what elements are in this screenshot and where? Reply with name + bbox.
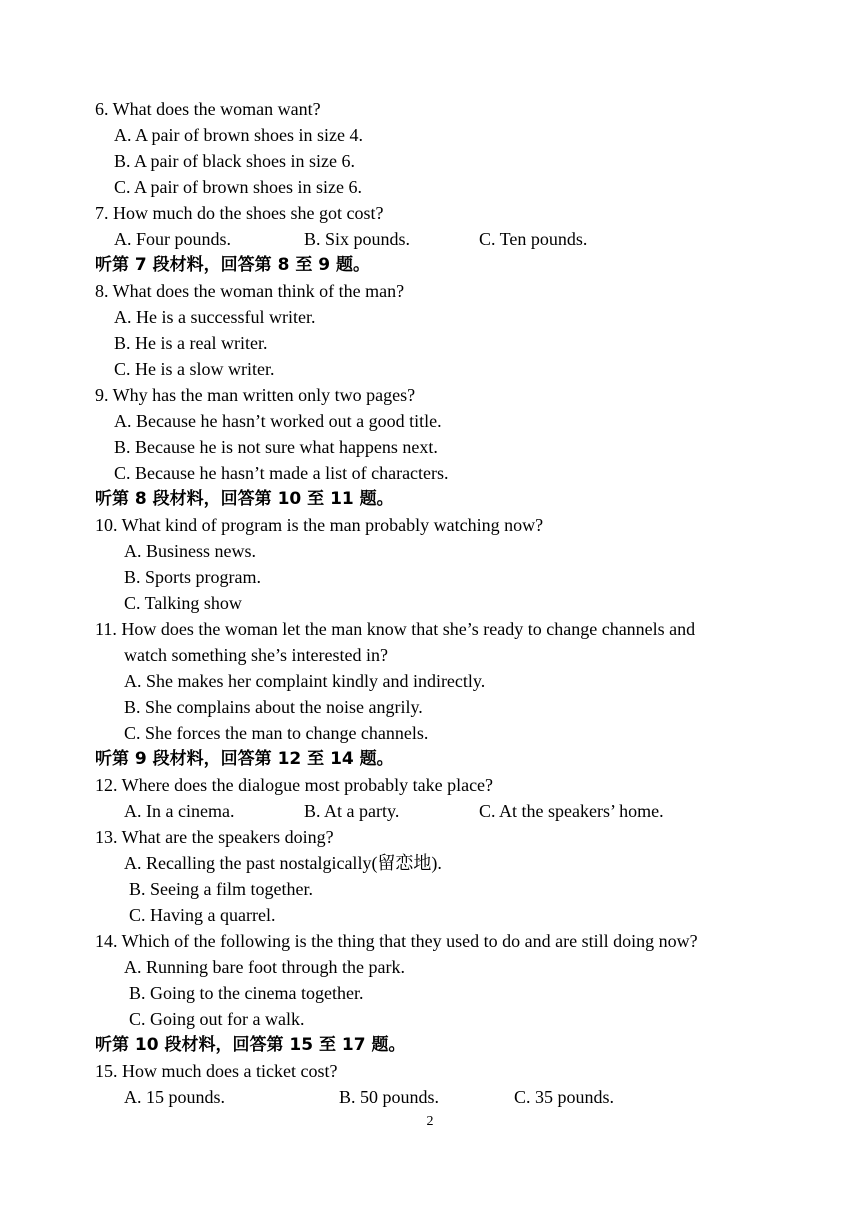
option-14c: C. Going out for a walk. xyxy=(129,1009,305,1029)
question-list xyxy=(95,96,795,1110)
option-12b: B. At a party. xyxy=(304,801,400,821)
question-7: 7. How much do the shoes she got cost? xyxy=(95,203,384,223)
option-11c: C. She forces the man to change channels. xyxy=(124,723,429,743)
option-15b: B. 50 pounds. xyxy=(339,1087,440,1107)
option-13b: B. Seeing a film together. xyxy=(129,879,313,899)
options-15 xyxy=(95,1084,795,1110)
section-heading-7: 听第 7 段材料，回答第 8 至 9 题。 xyxy=(95,255,370,275)
option-13a: A. Recalling the past nostalgically(留恋地). xyxy=(124,853,442,873)
question-10: 10. What kind of program is the man probably watching now? xyxy=(95,515,544,535)
option-10b: B. Sports program. xyxy=(124,567,261,587)
option-9c: C. Because he hasn’t made a list of characters. xyxy=(114,463,449,483)
section-heading-8: 听第 8 段材料，回答第 10 至 11 题。 xyxy=(95,489,394,509)
question-6: 6. What does the woman want? xyxy=(95,99,321,119)
option-6b: B. A pair of black shoes in size 6. xyxy=(114,151,355,171)
option-10a: A. Business news. xyxy=(124,541,257,561)
option-15c: C. 35 pounds. xyxy=(514,1087,615,1107)
option-8c: C. He is a slow writer. xyxy=(114,359,275,379)
question-15: 15. How much does a ticket cost? xyxy=(95,1061,338,1081)
question-11: 11. How does the woman let the man know that she’s ready to change channels and xyxy=(95,619,696,639)
option-14a: A. Running bare foot through the park. xyxy=(124,957,405,977)
question-8: 8. What does the woman think of the man? xyxy=(95,281,405,301)
option-9b: B. Because he is not sure what happens next. xyxy=(114,437,438,457)
option-8a: A. He is a successful writer. xyxy=(114,307,316,327)
option-6c: C. A pair of brown shoes in size 6. xyxy=(114,177,362,197)
option-6a: A. A pair of brown shoes in size 4. xyxy=(114,125,363,145)
options-12 xyxy=(95,798,795,824)
question-14: 14. Which of the following is the thing that they used to do and are still doing now? xyxy=(95,931,698,951)
option-7a: A. Four pounds. xyxy=(114,229,232,249)
section-heading-9: 听第 9 段材料，回答第 12 至 14 题。 xyxy=(95,749,394,769)
option-11b: B. She complains about the noise angrily. xyxy=(124,697,423,717)
question-12: 12. Where does the dialogue most probably take place? xyxy=(95,775,494,795)
option-11a: A. She makes her complaint kindly and indirectly. xyxy=(124,671,486,691)
option-9a: A. Because he hasn’t worked out a good title. xyxy=(114,411,442,431)
option-10c: C. Talking show xyxy=(124,593,242,613)
section-heading-10: 听第 10 段材料，回答第 15 至 17 题。 xyxy=(95,1035,406,1055)
option-12a: A. In a cinema. xyxy=(124,801,235,821)
question-13: 13. What are the speakers doing? xyxy=(95,827,334,847)
option-13c: C. Having a quarrel. xyxy=(129,905,276,925)
options-7 xyxy=(95,226,795,252)
option-7b: B. Six pounds. xyxy=(304,229,411,249)
question-9: 9. Why has the man written only two pages? xyxy=(95,385,416,405)
option-15a: A. 15 pounds. xyxy=(124,1087,226,1107)
page-number: 2 xyxy=(426,1114,434,1129)
option-7c: C. Ten pounds. xyxy=(479,229,588,249)
question-11-continued: watch something she’s interested in? xyxy=(124,645,388,665)
option-8b: B. He is a real writer. xyxy=(114,333,268,353)
option-14b: B. Going to the cinema together. xyxy=(129,983,364,1003)
option-12c: C. At the speakers’ home. xyxy=(479,801,664,821)
